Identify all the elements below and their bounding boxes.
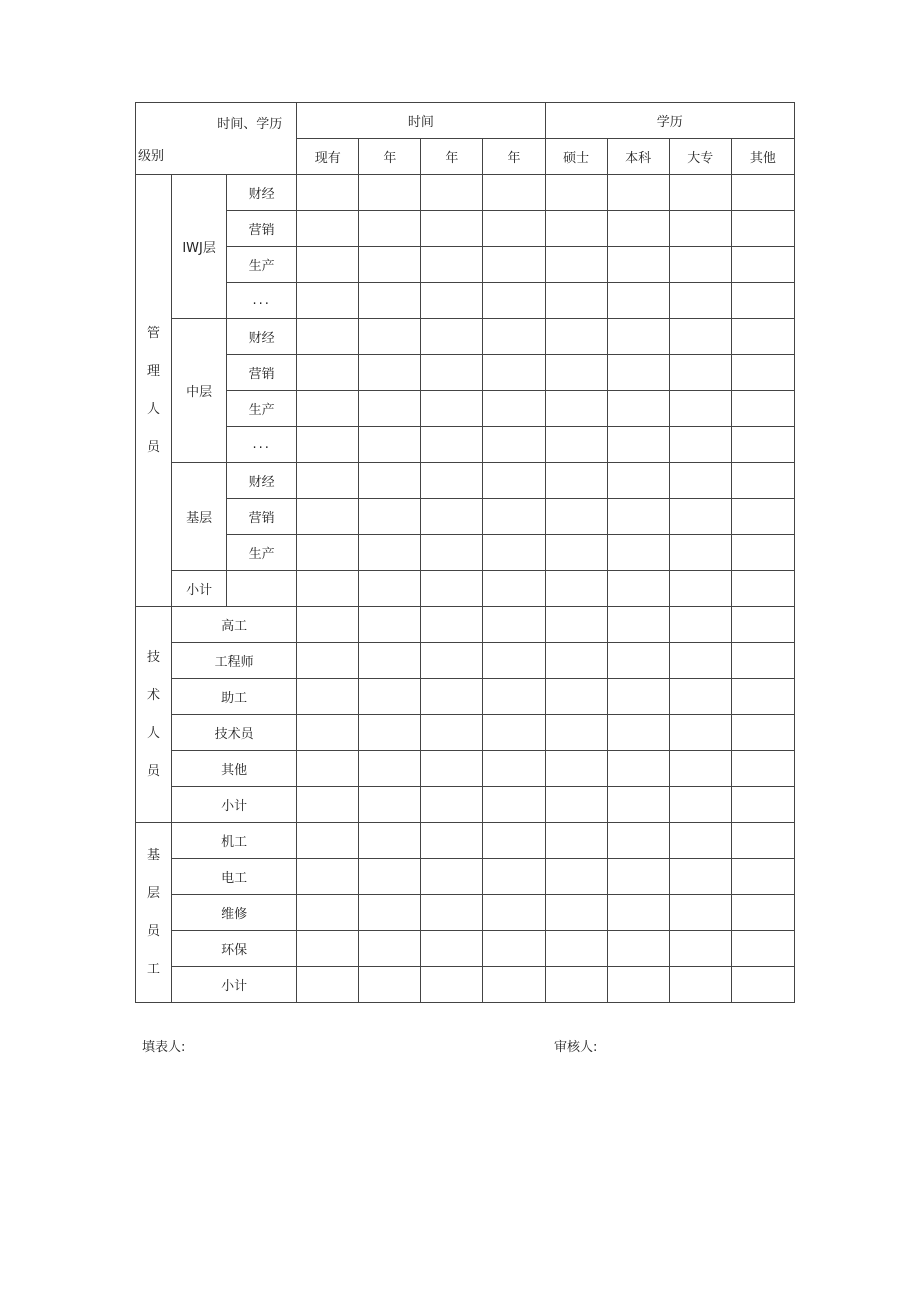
data-entry-cell[interactable] xyxy=(297,355,359,391)
table-row xyxy=(136,355,795,391)
data-entry-cell[interactable] xyxy=(297,463,359,499)
data-entry-cell[interactable] xyxy=(607,787,669,823)
data-entry-cell[interactable] xyxy=(297,679,359,715)
department-label: 财经 xyxy=(227,463,297,499)
data-entry-cell[interactable] xyxy=(359,751,421,787)
data-entry-cell[interactable] xyxy=(607,283,669,319)
level-label: 中层 xyxy=(172,319,227,463)
department-label: 营销 xyxy=(227,355,297,391)
data-entry-cell[interactable] xyxy=(483,499,545,535)
category-label-char: 工 xyxy=(147,961,161,977)
position-label: 工程师 xyxy=(172,643,297,679)
data-entry-cell[interactable] xyxy=(483,571,545,607)
data-entry-cell[interactable] xyxy=(607,427,669,463)
data-entry-cell[interactable] xyxy=(297,535,359,571)
data-entry-cell[interactable] xyxy=(483,319,545,355)
data-entry-cell[interactable] xyxy=(483,967,545,1003)
data-entry-cell[interactable] xyxy=(483,391,545,427)
data-entry-cell[interactable] xyxy=(421,859,483,895)
data-entry-cell[interactable] xyxy=(483,427,545,463)
data-entry-cell[interactable] xyxy=(669,499,731,535)
data-entry-cell[interactable] xyxy=(359,895,421,931)
table-row xyxy=(136,967,795,1003)
data-entry-cell[interactable] xyxy=(359,643,421,679)
data-entry-cell[interactable] xyxy=(421,499,483,535)
data-entry-cell[interactable] xyxy=(669,679,731,715)
data-entry-cell[interactable] xyxy=(359,319,421,355)
data-entry-cell[interactable] xyxy=(297,211,359,247)
data-entry-cell[interactable] xyxy=(297,499,359,535)
table-row xyxy=(136,607,795,643)
data-entry-cell[interactable] xyxy=(669,283,731,319)
data-entry-cell[interactable] xyxy=(421,607,483,643)
data-entry-cell[interactable] xyxy=(669,211,731,247)
data-entry-cell[interactable] xyxy=(607,859,669,895)
data-entry-cell[interactable] xyxy=(359,823,421,859)
category-label-char: 技 xyxy=(147,649,161,665)
data-entry-cell[interactable] xyxy=(731,571,794,607)
data-entry-cell[interactable] xyxy=(669,967,731,1003)
data-entry-cell[interactable] xyxy=(545,787,607,823)
table-row xyxy=(136,895,795,931)
position-label: 助工 xyxy=(172,679,297,715)
data-entry-cell[interactable] xyxy=(421,391,483,427)
data-entry-cell[interactable] xyxy=(421,319,483,355)
data-entry-cell[interactable] xyxy=(421,247,483,283)
data-entry-cell[interactable] xyxy=(297,391,359,427)
data-entry-cell[interactable] xyxy=(607,895,669,931)
level-label: IWJ层 xyxy=(172,175,227,319)
data-entry-cell[interactable] xyxy=(545,571,607,607)
category-label-char: 员 xyxy=(147,439,161,455)
data-entry-cell[interactable] xyxy=(607,607,669,643)
data-entry-cell[interactable] xyxy=(731,463,794,499)
data-entry-cell[interactable] xyxy=(545,895,607,931)
table-row xyxy=(136,319,795,355)
data-entry-cell[interactable] xyxy=(731,823,794,859)
table-row xyxy=(136,247,795,283)
data-entry-cell[interactable] xyxy=(731,175,794,211)
data-entry-cell[interactable] xyxy=(421,967,483,1003)
data-entry-cell[interactable] xyxy=(421,787,483,823)
data-entry-cell[interactable] xyxy=(731,859,794,895)
data-entry-cell[interactable] xyxy=(607,715,669,751)
data-entry-cell[interactable] xyxy=(421,751,483,787)
data-entry-cell[interactable] xyxy=(669,355,731,391)
data-entry-cell[interactable] xyxy=(545,643,607,679)
category-label-char: 管 xyxy=(147,325,161,341)
table-row xyxy=(136,859,795,895)
data-entry-cell[interactable] xyxy=(359,607,421,643)
position-label: 高工 xyxy=(172,607,297,643)
data-entry-cell[interactable] xyxy=(483,715,545,751)
data-entry-cell[interactable] xyxy=(483,355,545,391)
data-entry-cell[interactable] xyxy=(421,679,483,715)
data-entry-cell[interactable] xyxy=(669,751,731,787)
data-entry-cell[interactable] xyxy=(731,931,794,967)
department-label: 财经 xyxy=(227,175,297,211)
department-label: 生产 xyxy=(227,391,297,427)
data-entry-cell[interactable] xyxy=(483,679,545,715)
data-entry-cell[interactable] xyxy=(545,859,607,895)
category-label-char: 层 xyxy=(147,885,161,901)
data-entry-cell[interactable] xyxy=(359,463,421,499)
data-entry-cell[interactable] xyxy=(421,895,483,931)
data-entry-cell[interactable] xyxy=(297,427,359,463)
data-entry-cell[interactable] xyxy=(359,859,421,895)
data-entry-cell[interactable] xyxy=(731,391,794,427)
data-entry-cell[interactable] xyxy=(731,895,794,931)
data-entry-cell[interactable] xyxy=(607,571,669,607)
reviewed-by-label: 审核人: xyxy=(554,1040,598,1055)
department-label: ... xyxy=(227,427,297,463)
data-entry-cell[interactable] xyxy=(421,355,483,391)
table-row xyxy=(136,211,795,247)
data-entry-cell[interactable] xyxy=(359,283,421,319)
data-entry-cell[interactable] xyxy=(545,247,607,283)
data-entry-cell[interactable] xyxy=(359,355,421,391)
data-entry-cell[interactable] xyxy=(731,679,794,715)
table-row xyxy=(136,499,795,535)
data-entry-cell[interactable] xyxy=(669,931,731,967)
data-entry-cell[interactable] xyxy=(731,967,794,1003)
data-entry-cell[interactable] xyxy=(607,535,669,571)
data-entry-cell[interactable] xyxy=(421,715,483,751)
data-entry-cell[interactable] xyxy=(607,319,669,355)
empty-cell xyxy=(227,571,297,607)
table-row xyxy=(136,571,795,607)
data-entry-cell[interactable] xyxy=(545,283,607,319)
table-row xyxy=(136,787,795,823)
data-entry-cell[interactable] xyxy=(607,931,669,967)
col-header-associate: 大专 xyxy=(669,139,731,175)
workers-category-cell xyxy=(136,823,172,1003)
data-entry-cell[interactable] xyxy=(421,283,483,319)
col-header-other: 其他 xyxy=(731,139,794,175)
data-entry-cell[interactable] xyxy=(483,859,545,895)
category-label-char: 人 xyxy=(147,401,161,417)
data-entry-cell[interactable] xyxy=(731,751,794,787)
data-entry-cell[interactable] xyxy=(669,895,731,931)
corner-top-label: 时间、学历 xyxy=(217,117,283,132)
table-row xyxy=(136,751,795,787)
table-row xyxy=(136,715,795,751)
data-entry-cell[interactable] xyxy=(669,607,731,643)
data-entry-cell[interactable] xyxy=(483,463,545,499)
data-entry-cell[interactable] xyxy=(669,175,731,211)
data-entry-cell[interactable] xyxy=(669,643,731,679)
data-entry-cell[interactable] xyxy=(297,895,359,931)
data-entry-cell[interactable] xyxy=(545,931,607,967)
position-label: 机工 xyxy=(172,823,297,859)
data-entry-cell[interactable] xyxy=(483,895,545,931)
data-entry-cell[interactable] xyxy=(669,247,731,283)
col-header-master: 硕士 xyxy=(545,139,607,175)
data-entry-cell[interactable] xyxy=(669,787,731,823)
data-entry-cell[interactable] xyxy=(359,247,421,283)
table-row xyxy=(136,283,795,319)
position-label: 小计 xyxy=(172,967,297,1003)
data-entry-cell[interactable] xyxy=(607,751,669,787)
table-row xyxy=(136,931,795,967)
data-entry-cell[interactable] xyxy=(297,751,359,787)
data-entry-cell[interactable] xyxy=(731,643,794,679)
data-entry-cell[interactable] xyxy=(607,355,669,391)
filled-by-label: 填表人: xyxy=(142,1040,186,1055)
table-row xyxy=(136,643,795,679)
data-entry-cell[interactable] xyxy=(731,247,794,283)
data-entry-cell[interactable] xyxy=(483,751,545,787)
data-entry-cell[interactable] xyxy=(669,319,731,355)
data-entry-cell[interactable] xyxy=(421,643,483,679)
data-entry-cell[interactable] xyxy=(421,931,483,967)
category-label-char: 基 xyxy=(147,847,161,863)
data-entry-cell[interactable] xyxy=(359,571,421,607)
data-entry-cell[interactable] xyxy=(421,427,483,463)
department-label: 财经 xyxy=(227,319,297,355)
data-entry-cell[interactable] xyxy=(545,175,607,211)
data-entry-cell[interactable] xyxy=(545,679,607,715)
technical-category-cell xyxy=(136,607,172,823)
data-entry-cell[interactable] xyxy=(297,607,359,643)
data-entry-cell[interactable] xyxy=(669,391,731,427)
data-entry-cell[interactable] xyxy=(607,679,669,715)
data-entry-cell[interactable] xyxy=(545,967,607,1003)
data-entry-cell[interactable] xyxy=(731,283,794,319)
data-entry-cell[interactable] xyxy=(731,607,794,643)
data-entry-cell[interactable] xyxy=(545,499,607,535)
data-entry-cell[interactable] xyxy=(731,319,794,355)
position-label: 环保 xyxy=(172,931,297,967)
data-entry-cell[interactable] xyxy=(669,859,731,895)
data-entry-cell[interactable] xyxy=(297,967,359,1003)
data-entry-cell[interactable] xyxy=(483,175,545,211)
data-entry-cell[interactable] xyxy=(731,211,794,247)
col-header-year: 年 xyxy=(359,139,421,175)
data-entry-cell[interactable] xyxy=(421,571,483,607)
edu-group-header: 学历 xyxy=(545,103,794,139)
data-entry-cell[interactable] xyxy=(607,823,669,859)
data-entry-cell[interactable] xyxy=(421,823,483,859)
header-corner-cell xyxy=(136,103,297,175)
category-label-char: 员 xyxy=(147,763,161,779)
data-entry-cell[interactable] xyxy=(731,355,794,391)
col-header-year: 年 xyxy=(483,139,545,175)
category-label-char: 人 xyxy=(147,725,161,741)
position-label: 小计 xyxy=(172,787,297,823)
header-row-1 xyxy=(136,103,795,139)
management-category-cell xyxy=(136,175,172,607)
data-entry-cell[interactable] xyxy=(297,859,359,895)
data-entry-cell[interactable] xyxy=(297,643,359,679)
data-entry-cell[interactable] xyxy=(483,535,545,571)
data-entry-cell[interactable] xyxy=(483,931,545,967)
data-entry-cell[interactable] xyxy=(669,823,731,859)
data-entry-cell[interactable] xyxy=(731,427,794,463)
position-label: 维修 xyxy=(172,895,297,931)
data-entry-cell[interactable] xyxy=(483,787,545,823)
table-row xyxy=(136,823,795,859)
data-entry-cell[interactable] xyxy=(545,715,607,751)
department-label: 生产 xyxy=(227,535,297,571)
data-entry-cell[interactable] xyxy=(483,211,545,247)
data-entry-cell[interactable] xyxy=(297,823,359,859)
table-row xyxy=(136,391,795,427)
data-entry-cell[interactable] xyxy=(607,967,669,1003)
category-label-char: 员 xyxy=(147,923,161,939)
level-label: 基层 xyxy=(172,463,227,571)
data-entry-cell[interactable] xyxy=(669,463,731,499)
data-entry-cell[interactable] xyxy=(545,535,607,571)
data-entry-cell[interactable] xyxy=(297,787,359,823)
data-entry-cell[interactable] xyxy=(607,211,669,247)
col-header-year: 年 xyxy=(421,139,483,175)
table-row xyxy=(136,679,795,715)
table-row xyxy=(136,175,795,211)
data-entry-cell[interactable] xyxy=(359,211,421,247)
data-entry-cell[interactable] xyxy=(421,175,483,211)
data-entry-cell[interactable] xyxy=(607,499,669,535)
data-entry-cell[interactable] xyxy=(669,571,731,607)
col-header-bachelor: 本科 xyxy=(607,139,669,175)
data-entry-cell[interactable] xyxy=(297,715,359,751)
data-entry-cell[interactable] xyxy=(607,175,669,211)
data-entry-cell[interactable] xyxy=(669,715,731,751)
data-entry-cell[interactable] xyxy=(545,391,607,427)
data-entry-cell[interactable] xyxy=(669,427,731,463)
data-entry-cell[interactable] xyxy=(359,787,421,823)
subtotal-label: 小计 xyxy=(172,571,227,607)
position-label: 其他 xyxy=(172,751,297,787)
data-entry-cell[interactable] xyxy=(545,607,607,643)
data-entry-cell[interactable] xyxy=(359,499,421,535)
department-label: 营销 xyxy=(227,499,297,535)
data-entry-cell[interactable] xyxy=(545,463,607,499)
data-entry-cell[interactable] xyxy=(607,643,669,679)
data-entry-cell[interactable] xyxy=(359,427,421,463)
position-label: 技术员 xyxy=(172,715,297,751)
data-entry-cell[interactable] xyxy=(483,643,545,679)
data-entry-cell[interactable] xyxy=(731,715,794,751)
table-row xyxy=(136,427,795,463)
data-entry-cell[interactable] xyxy=(421,211,483,247)
data-entry-cell[interactable] xyxy=(359,391,421,427)
category-label-char: 理 xyxy=(147,363,161,379)
data-entry-cell[interactable] xyxy=(297,931,359,967)
data-entry-cell[interactable] xyxy=(297,571,359,607)
data-entry-cell[interactable] xyxy=(731,535,794,571)
data-entry-cell[interactable] xyxy=(359,715,421,751)
col-header-current: 现有 xyxy=(297,139,359,175)
time-group-header: 时间 xyxy=(297,103,545,139)
data-entry-cell[interactable] xyxy=(359,535,421,571)
data-entry-cell[interactable] xyxy=(297,283,359,319)
data-entry-cell[interactable] xyxy=(545,751,607,787)
table-row xyxy=(136,535,795,571)
staff-form-table xyxy=(135,102,795,1003)
data-entry-cell[interactable] xyxy=(483,607,545,643)
department-label: 生产 xyxy=(227,247,297,283)
data-entry-cell[interactable] xyxy=(359,679,421,715)
data-entry-cell[interactable] xyxy=(731,499,794,535)
data-entry-cell[interactable] xyxy=(545,211,607,247)
data-entry-cell[interactable] xyxy=(359,967,421,1003)
department-label: 营销 xyxy=(227,211,297,247)
data-entry-cell[interactable] xyxy=(297,175,359,211)
data-entry-cell[interactable] xyxy=(297,319,359,355)
data-entry-cell[interactable] xyxy=(483,283,545,319)
data-entry-cell[interactable] xyxy=(297,247,359,283)
data-entry-cell[interactable] xyxy=(483,247,545,283)
data-entry-cell[interactable] xyxy=(545,823,607,859)
data-entry-cell[interactable] xyxy=(359,175,421,211)
position-label: 电工 xyxy=(172,859,297,895)
department-label: ... xyxy=(227,283,297,319)
category-label-char: 术 xyxy=(147,687,161,703)
table-row xyxy=(136,463,795,499)
data-entry-cell[interactable] xyxy=(545,427,607,463)
data-entry-cell[interactable] xyxy=(421,535,483,571)
data-entry-cell[interactable] xyxy=(731,787,794,823)
corner-bottom-label: 级别 xyxy=(138,149,165,164)
data-entry-cell[interactable] xyxy=(607,463,669,499)
data-entry-cell[interactable] xyxy=(545,319,607,355)
data-entry-cell[interactable] xyxy=(607,391,669,427)
data-entry-cell[interactable] xyxy=(421,463,483,499)
data-entry-cell[interactable] xyxy=(607,247,669,283)
data-entry-cell[interactable] xyxy=(359,931,421,967)
data-entry-cell[interactable] xyxy=(545,355,607,391)
data-entry-cell[interactable] xyxy=(483,823,545,859)
data-entry-cell[interactable] xyxy=(669,535,731,571)
